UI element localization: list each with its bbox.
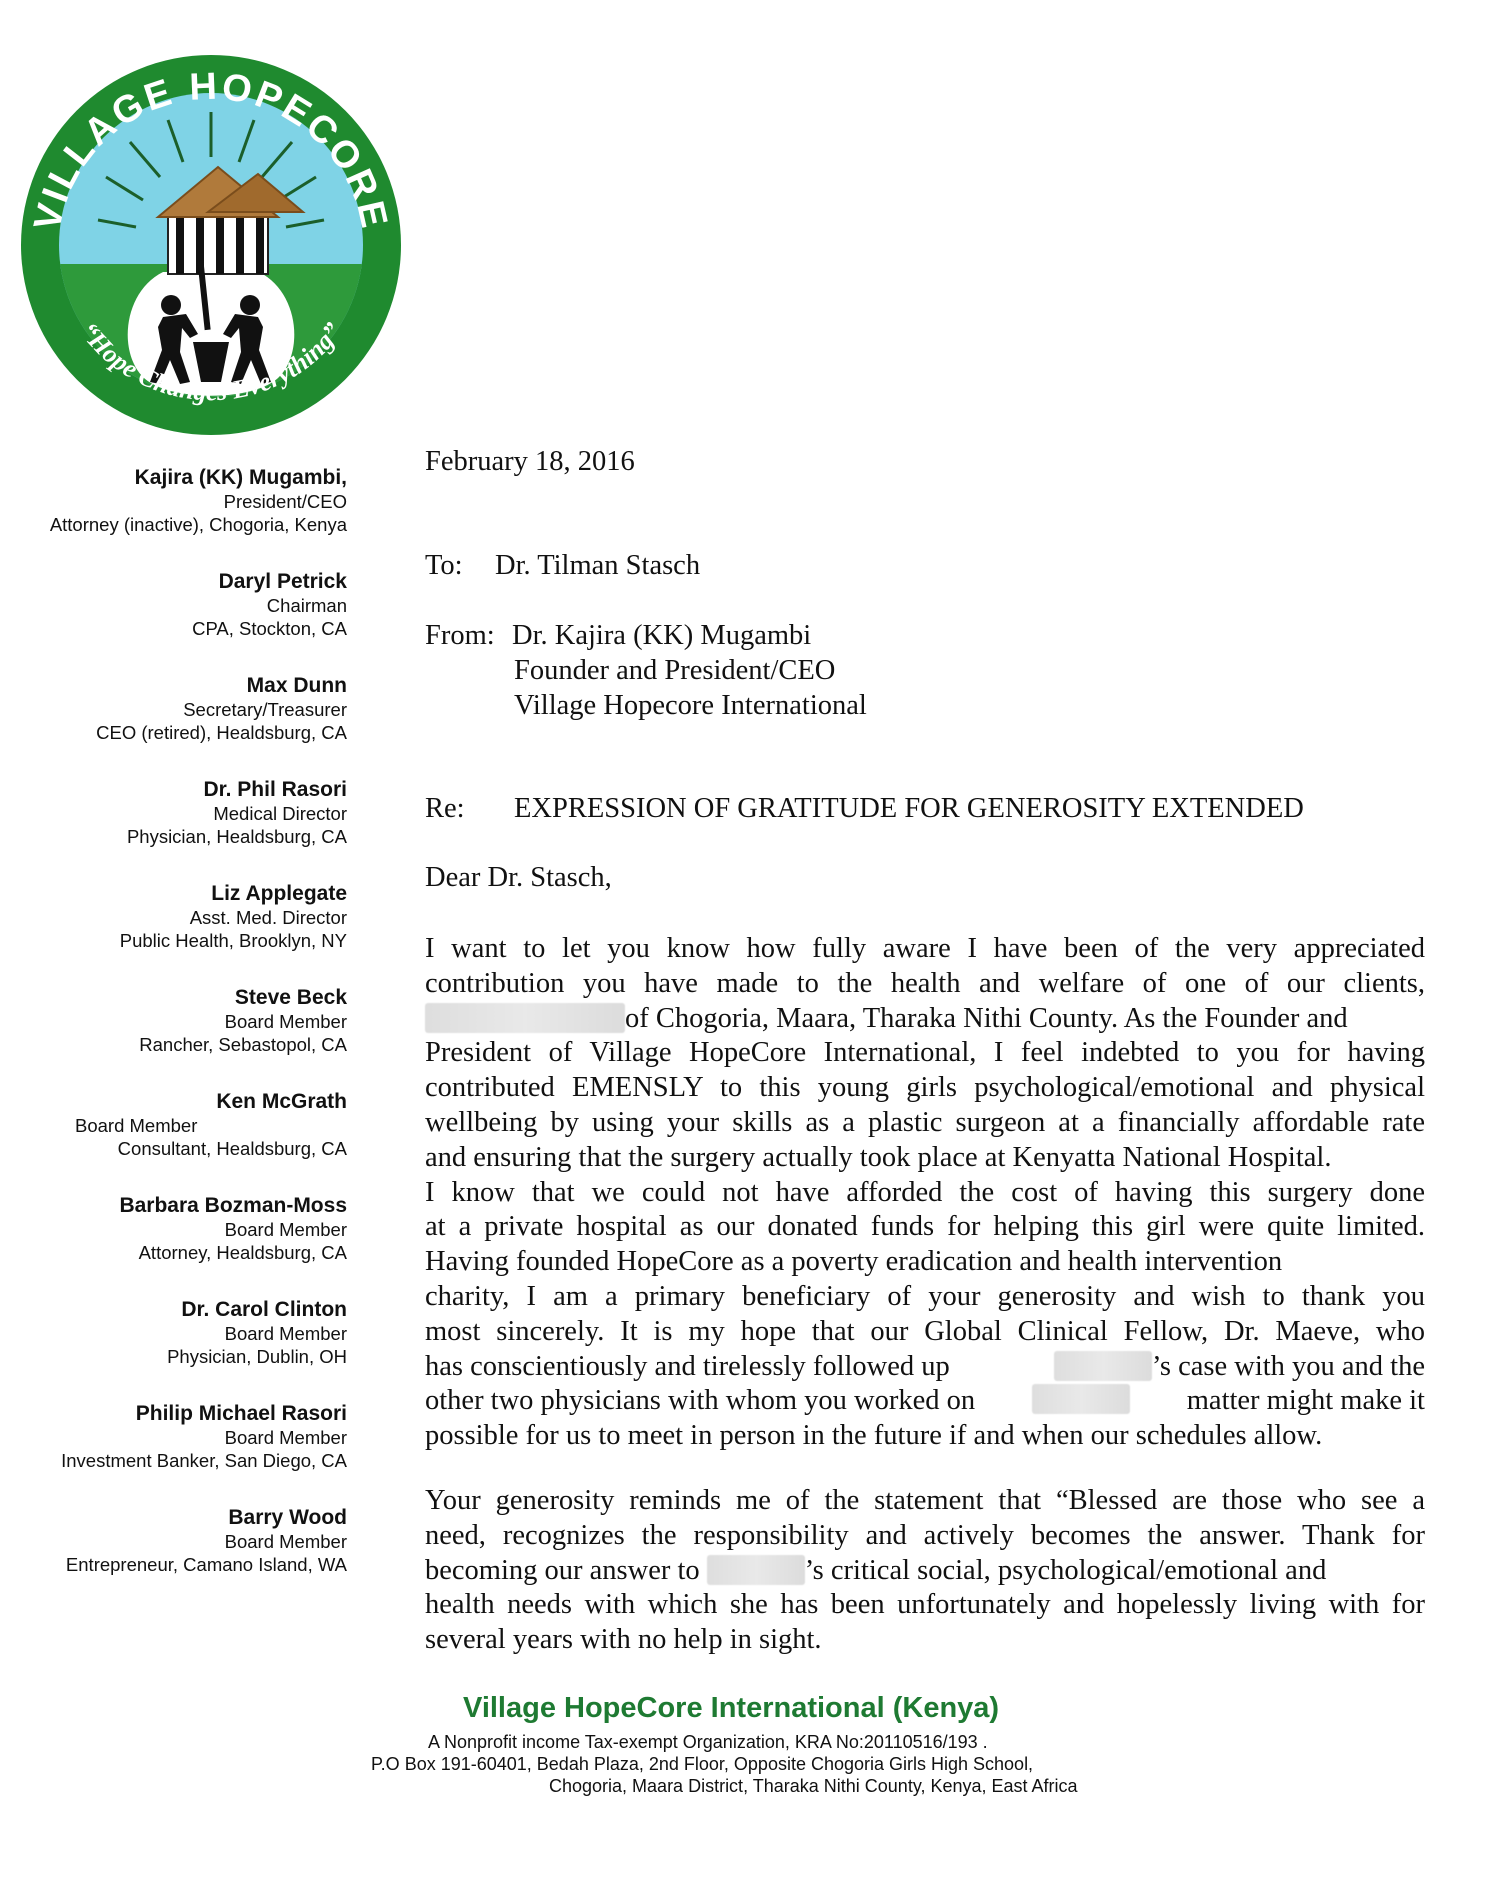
text-line: charity, I am a primary beneficiary of your generosity and wish to thank you	[425, 1280, 1425, 1312]
member-location: Entrepreneur, Camano Island, WA	[65, 1554, 347, 1575]
footer-address-region: Chogoria, Maara District, Tharaka Nithi County, Kenya, East Africa	[549, 1776, 1078, 1796]
member-role: Board Member	[224, 1011, 347, 1032]
member-location: Consultant, Healdsburg, CA	[117, 1138, 347, 1159]
member-role: Board Member	[224, 1219, 347, 1240]
text-line: wellbeing by using your skills as a plastic surgeon at a financially affordable rate	[425, 1106, 1425, 1138]
redacted-name	[707, 1555, 805, 1585]
text-line: becoming our answer to ’s critical social, psychological/emotional and	[425, 1554, 1327, 1586]
member-role: Board Member	[224, 1531, 347, 1552]
board-member	[2, 1090, 347, 1194]
member-role: Asst. Med. Director	[189, 907, 347, 928]
member-name: Max Dunn	[246, 674, 347, 697]
village-hopecore-logo	[18, 52, 404, 438]
member-location: Physician, Dublin, OH	[167, 1346, 347, 1367]
board-of-directors	[2, 466, 347, 1610]
text-line: President of Village HopeCore International, I feel indebted to you for having	[425, 1037, 1425, 1069]
member-location: Investment Banker, San Diego, CA	[61, 1450, 347, 1471]
text-line: several years with no help in sight.	[425, 1624, 822, 1656]
board-member	[2, 882, 347, 986]
paragraph-2	[425, 1484, 1425, 1658]
text-line: has conscientiously and tirelessly followed up ’s case with you and the	[425, 1350, 1425, 1382]
text-line: at a private hospital as our donated funds for helping this girl were quite limited.	[425, 1211, 1425, 1243]
text-line: Your generosity reminds me of the statement that “Blessed are those who see a	[425, 1485, 1425, 1516]
board-member	[2, 466, 347, 570]
board-member	[2, 1194, 347, 1298]
text-line: of Chogoria, Maara, Tharaka Nithi County. As the Founder and	[425, 1002, 1425, 1037]
text-line: most sincerely. It is my hope that our Global Clinical Fellow, Dr. Maeve, who	[425, 1315, 1425, 1347]
member-role: Chairman	[266, 595, 347, 616]
text-line: Having founded HopeCore as a poverty eradication and health intervention	[425, 1246, 1283, 1278]
re-label: Re:	[425, 793, 465, 824]
text-line: need, recognizes the responsibility and actively becomes the answer. Thank for	[425, 1519, 1425, 1551]
member-role: Secretary/Treasurer	[183, 699, 347, 720]
member-name: Dr. Phil Rasori	[203, 778, 347, 801]
board-member	[2, 674, 347, 778]
text-line: contribution you have made to the health and welfare of one of our clients,	[425, 967, 1425, 999]
sender-organization: Village Hopecore International	[514, 690, 867, 721]
member-location: CEO (retired), Healdsburg, CA	[96, 722, 347, 743]
redacted-name	[425, 1003, 625, 1033]
member-role: Board Member	[224, 1323, 347, 1344]
logo-tagline: “Hope Changes Everything”	[74, 317, 348, 407]
member-name: Daryl Petrick	[218, 570, 347, 593]
member-name: Liz Applegate	[211, 882, 347, 905]
member-name: Steve Beck	[234, 986, 347, 1009]
member-location: Rancher, Sebastopol, CA	[139, 1034, 347, 1055]
salutation: Dear Dr. Stasch,	[425, 862, 612, 893]
member-location: Attorney (inactive), Chogoria, Kenya	[49, 514, 347, 535]
member-name: Ken McGrath	[216, 1090, 347, 1113]
footer-address: P.O Box 191-60401, Bedah Plaza, 2nd Floor, Opposite Chogoria Girls High School,	[371, 1754, 1034, 1774]
text-line: I know that we could not have afforded the cost of having this surgery done	[425, 1176, 1425, 1208]
member-role: Board Member	[75, 1115, 198, 1136]
recipient-name: Dr. Tilman Stasch	[495, 550, 701, 581]
letter-date: February 18, 2016	[425, 446, 635, 477]
member-name: Kajira (KK) Mugambi,	[134, 466, 347, 489]
member-name: Barbara Bozman-Moss	[119, 1194, 347, 1217]
member-name: Dr. Carol Clinton	[181, 1298, 347, 1321]
member-role: President/CEO	[223, 491, 347, 512]
text-line: other two physicians with whom you worked on matter might make it	[425, 1385, 1425, 1417]
text-line: I want to let you know how fully aware I have been of the very appreciated	[425, 933, 1425, 964]
member-location: Public Health, Brooklyn, NY	[119, 930, 347, 951]
from-label: From:	[425, 620, 495, 651]
logo-emblem	[18, 52, 404, 438]
member-role: Medical Director	[213, 803, 347, 824]
member-location: CPA, Stockton, CA	[192, 618, 347, 639]
text-line: contributed EMENSLY to this young girls psychological/emotional and physical	[425, 1072, 1425, 1104]
board-member	[2, 1298, 347, 1402]
text-line: possible for us to meet in person in the future if and when our schedules allow.	[425, 1420, 1323, 1452]
sender-name: Dr. Kajira (KK) Mugambi	[512, 620, 812, 651]
footer-organization-name: Village HopeCore International (Kenya)	[463, 1692, 1000, 1724]
logo-arc-text: VILLAGE HOPECORE	[26, 65, 396, 235]
subject-line: EXPRESSION OF GRATITUDE FOR GENEROSITY EXTENDED	[514, 793, 1304, 824]
text-line: health needs with which she has been unfortunately and hopelessly living with for	[425, 1589, 1425, 1621]
redacted-name	[1054, 1351, 1152, 1381]
member-role: Board Member	[224, 1427, 347, 1448]
board-member	[2, 986, 347, 1090]
to-label: To:	[425, 550, 463, 581]
member-location: Physician, Healdsburg, CA	[126, 826, 347, 847]
board-member	[2, 1506, 347, 1610]
sender-title: Founder and President/CEO	[514, 655, 836, 686]
footer-tax-status: A Nonprofit income Tax-exempt Organization, KRA No:20110516/193 .	[428, 1732, 988, 1752]
member-name: Barry Wood	[228, 1506, 347, 1529]
member-location: Attorney, Healdsburg, CA	[138, 1242, 347, 1263]
redacted-name	[1032, 1384, 1130, 1414]
board-member	[2, 570, 347, 674]
paragraph-1	[425, 932, 1425, 1454]
member-name: Philip Michael Rasori	[135, 1402, 347, 1425]
text-line: and ensuring that the surgery actually took place at Kenyatta National Hospital.	[425, 1141, 1332, 1173]
board-member	[2, 778, 347, 882]
board-member	[2, 1402, 347, 1506]
